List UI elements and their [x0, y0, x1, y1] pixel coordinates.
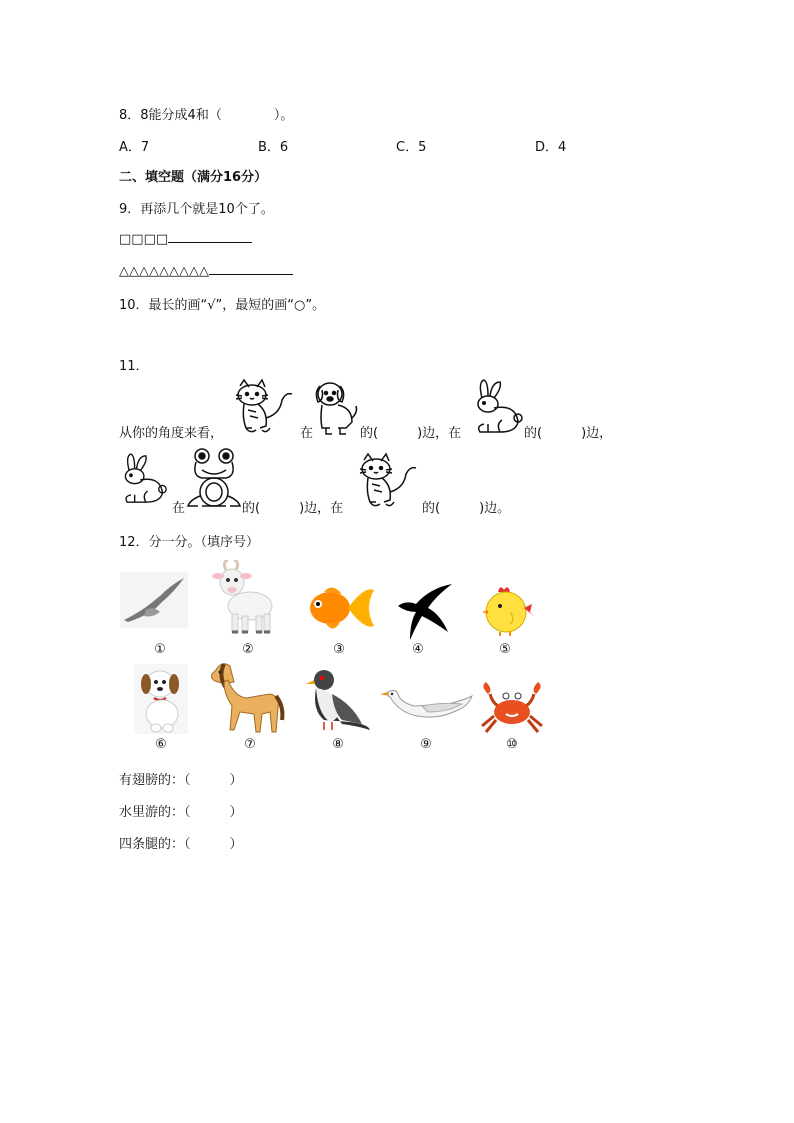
swallow-icon	[396, 582, 454, 642]
q10-stem: 10．最长的画“√”，最短的画“○”。	[119, 298, 326, 313]
q9-stem: 9．再添几个就是10个了。	[119, 202, 274, 217]
q11-line2-blank1[interactable]: 的( )边，在	[242, 501, 344, 516]
label-3: ③	[333, 642, 345, 657]
label-6: ⑥	[155, 737, 167, 752]
section-title: 二、填空题（满分16分）	[119, 170, 268, 185]
square-symbols: □□□□	[119, 232, 169, 247]
q11-line2-in: 在	[172, 501, 186, 516]
q9-answer-line-1[interactable]	[168, 230, 252, 243]
q11-number: 11．	[119, 359, 149, 374]
q9-row1	[119, 230, 252, 247]
q8-option-a[interactable]: A．7	[119, 140, 150, 155]
q11-line2-blank2[interactable]: 的( )边。	[422, 501, 511, 516]
frog-icon	[186, 446, 242, 510]
label-9: ⑨	[420, 737, 432, 752]
label-4: ④	[412, 642, 424, 657]
q8-option-c[interactable]: C．5	[396, 140, 427, 155]
rabbit-icon	[470, 378, 524, 436]
q9-answer-line-2[interactable]	[209, 262, 293, 275]
seagull-icon	[120, 572, 188, 628]
q12-stem: 12．分一分。（填序号）	[119, 535, 260, 550]
label-8: ⑧	[332, 737, 344, 752]
horse-icon	[206, 660, 286, 736]
q9-row2	[119, 262, 293, 279]
q8-stem: 8．8能分成4和（ ）。	[119, 108, 294, 123]
q8-option-b[interactable]: B．6	[258, 140, 289, 155]
cat-icon	[356, 452, 422, 510]
crab-icon	[478, 682, 546, 734]
label-7: ⑦	[244, 737, 256, 752]
q8-option-d[interactable]: D．4	[535, 140, 567, 155]
dog-icon	[312, 378, 360, 436]
q11-line1-blank2[interactable]: 的( )边，	[524, 426, 613, 441]
goldfish-icon	[304, 580, 376, 636]
label-1: ①	[154, 642, 166, 657]
label-10: ⑩	[506, 737, 518, 752]
chick-icon	[480, 584, 536, 636]
q11-line1-in: 在	[300, 426, 314, 441]
q11-line1-lead: 从你的角度来看，	[119, 426, 224, 441]
label-5: ⑤	[499, 642, 511, 657]
goose-icon	[378, 686, 474, 726]
puppy-icon	[134, 664, 188, 734]
label-2: ②	[242, 642, 254, 657]
q11-line1-blank1[interactable]: 的( )边，在	[360, 426, 462, 441]
triangle-symbols: △△△△△△△△△	[119, 264, 209, 279]
goat-icon	[208, 560, 276, 636]
answer-swim[interactable]: 水里游的：（ ）	[119, 805, 243, 820]
rabbit-icon	[118, 452, 168, 506]
cat-icon	[232, 378, 298, 436]
answer-four-legs[interactable]: 四条腿的：（ ）	[119, 837, 243, 852]
pigeon-icon	[302, 664, 372, 734]
answer-wings[interactable]: 有翅膀的：（ ）	[119, 773, 243, 788]
